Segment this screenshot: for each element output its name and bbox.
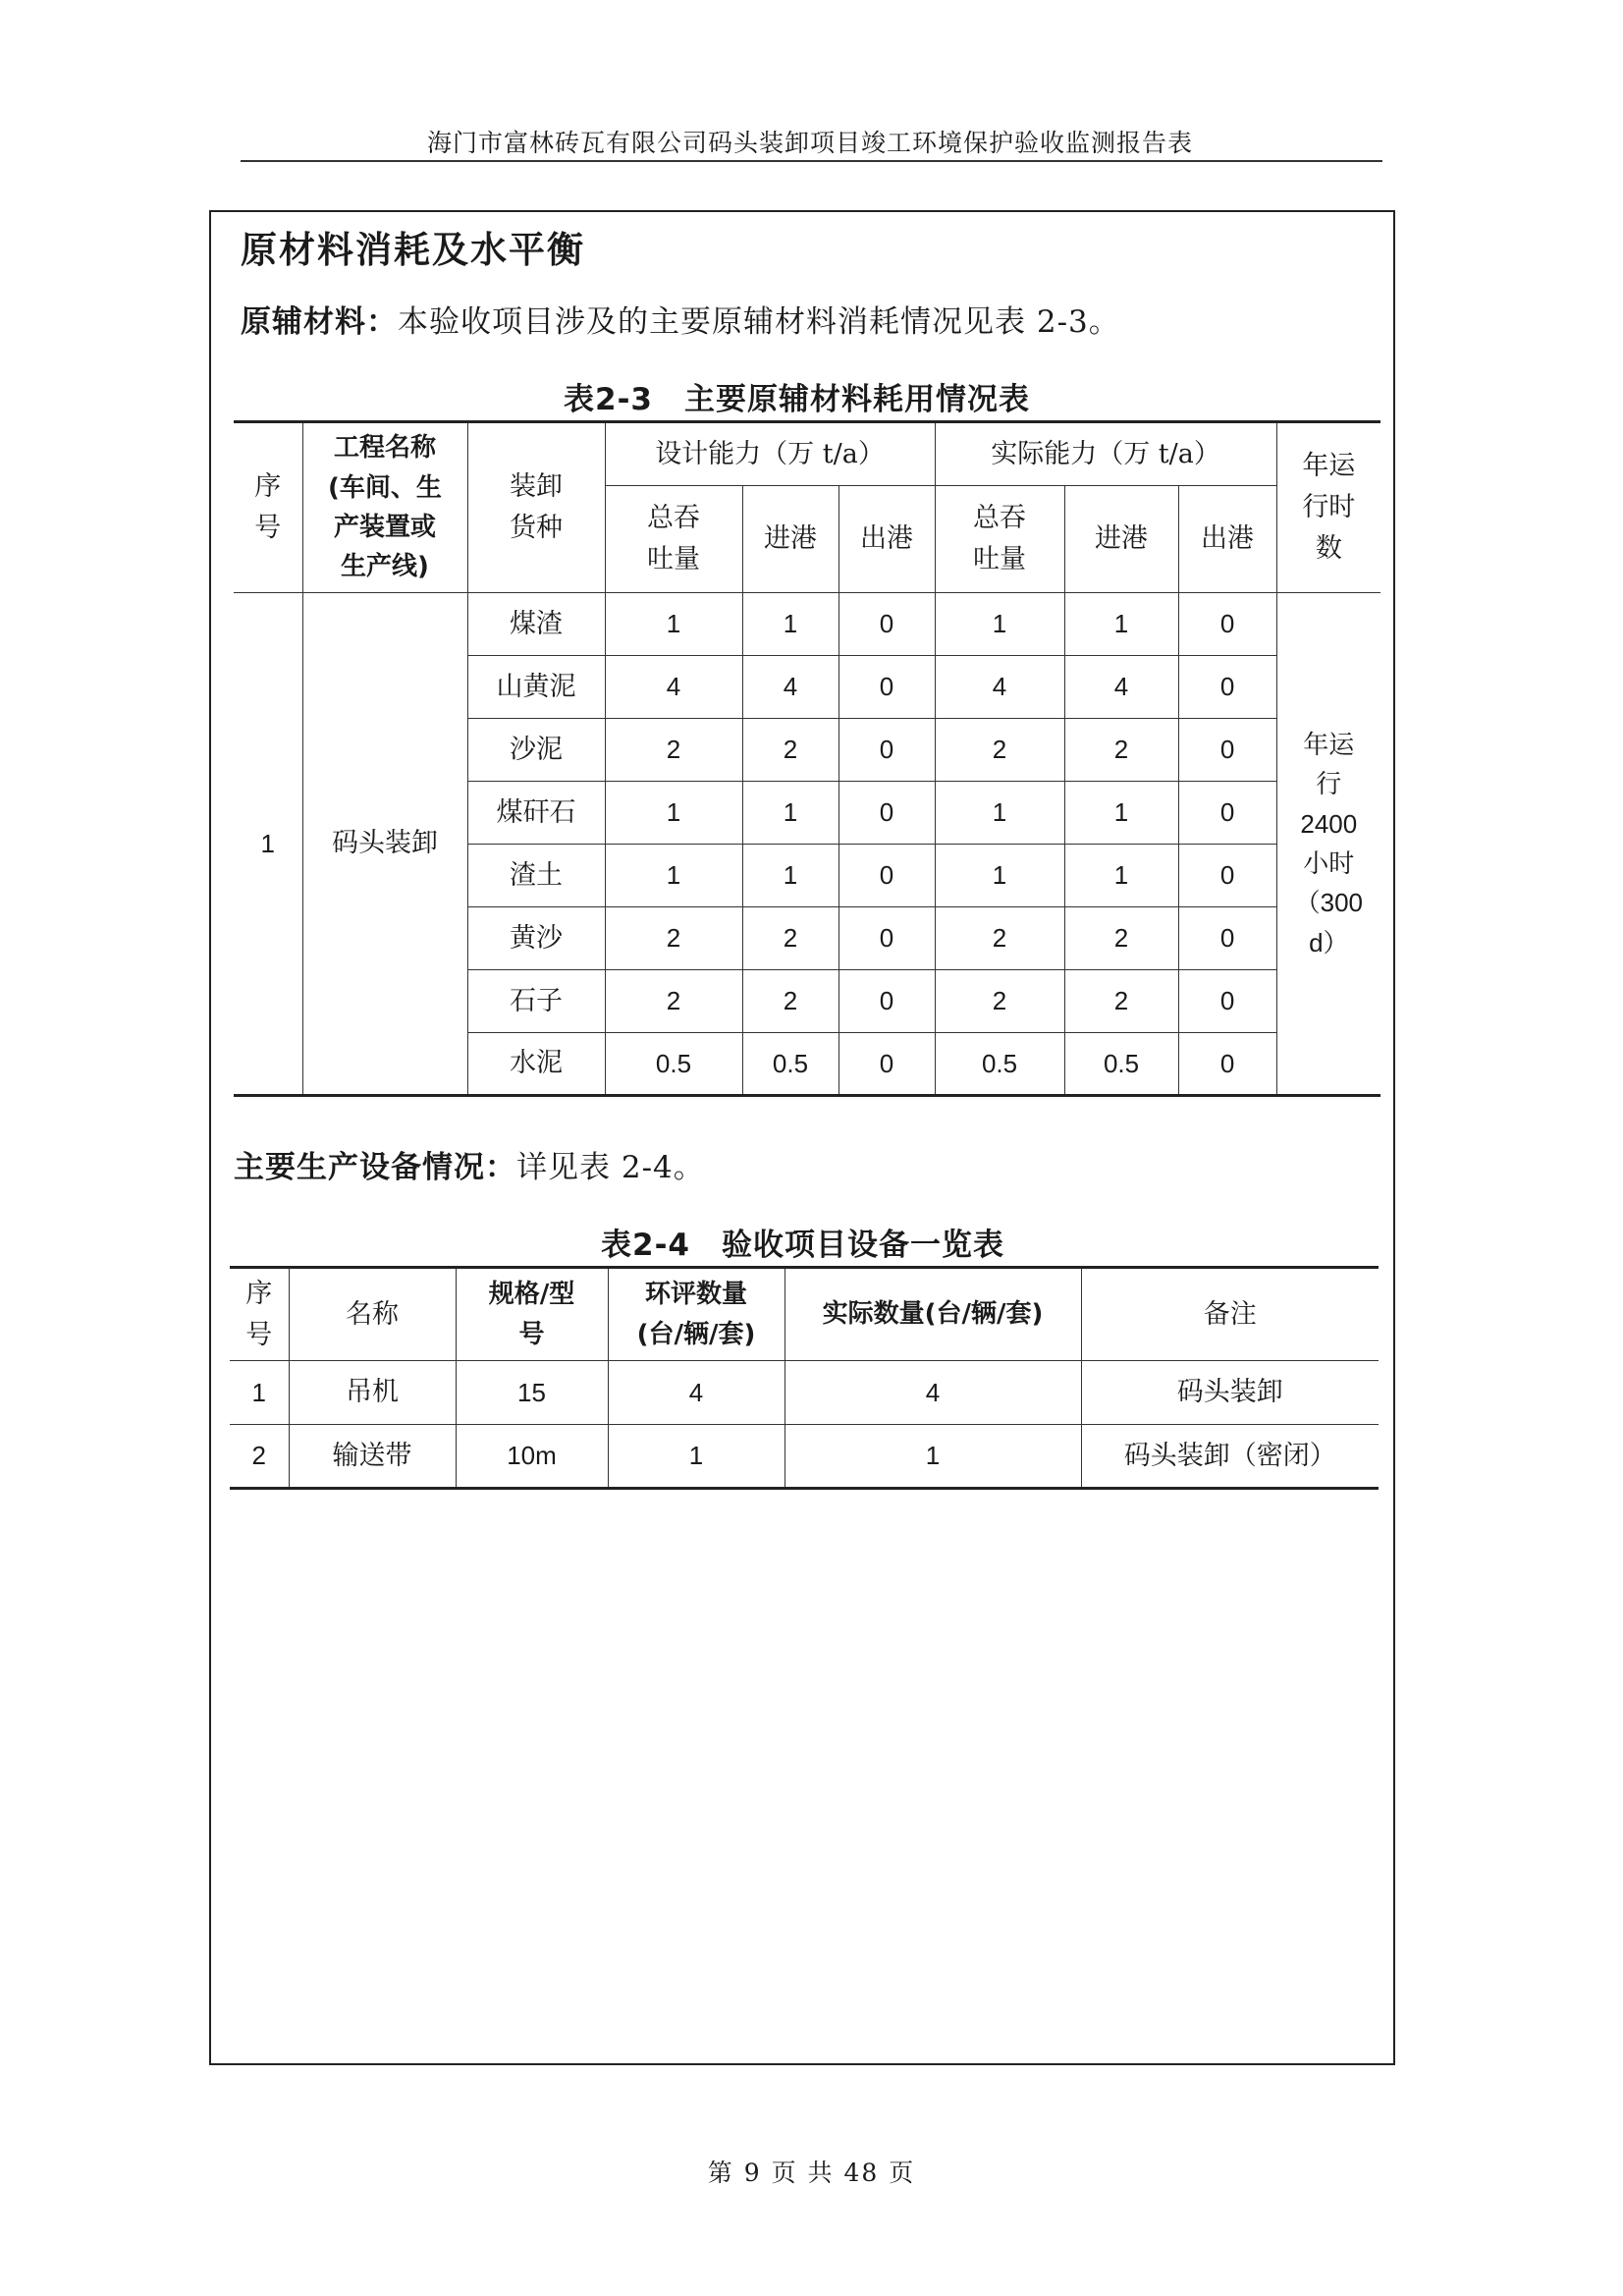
header-design-capacity: 设计能力（万 t/a） xyxy=(605,422,935,486)
actual-total-cell: 1 xyxy=(935,782,1064,845)
design-out-cell: 0 xyxy=(839,1033,935,1096)
design-in-cell: 2 xyxy=(742,970,839,1033)
raw-materials-text: 本验收项目涉及的主要原辅材料消耗情况见表 2-3。 xyxy=(398,304,1120,340)
design-in-cell: 2 xyxy=(742,907,839,970)
page-footer: 第 9 页 共 48 页 xyxy=(707,2159,916,2187)
actual-total-cell: 2 xyxy=(935,719,1064,782)
header-design-in: 进港 xyxy=(742,486,839,593)
equipment-text: 详见表 2-4。 xyxy=(516,1150,705,1185)
actual-out-cell: 0 xyxy=(1178,1033,1276,1096)
actual-in-cell: 1 xyxy=(1064,782,1178,845)
header-actual-total: 总吞 吐量 xyxy=(935,486,1064,593)
header-design-out: 出港 xyxy=(839,486,935,593)
table-2-4 xyxy=(230,1266,1379,1490)
design-out-cell: 0 xyxy=(839,907,935,970)
cargo-cell: 渣土 xyxy=(467,845,605,907)
actual-in-cell: 0.5 xyxy=(1064,1033,1178,1096)
table-row xyxy=(230,1425,1379,1489)
design-total-cell: 1 xyxy=(605,782,742,845)
name-cell: 输送带 xyxy=(289,1425,456,1489)
design-out-cell: 0 xyxy=(839,970,935,1033)
eia-qty-cell: 1 xyxy=(608,1425,784,1489)
actual-total-cell: 2 xyxy=(935,970,1064,1033)
equipment-label: 主要生产设备情况： xyxy=(234,1150,516,1185)
row-seq: 1 xyxy=(234,593,302,1096)
actual-total-cell: 4 xyxy=(935,656,1064,719)
cargo-cell: 沙泥 xyxy=(467,719,605,782)
table-2-3-caption: 表2-3 主要原辅材料耗用情况表 xyxy=(564,382,1031,417)
cargo-cell: 山黄泥 xyxy=(467,656,605,719)
actual-out-cell: 0 xyxy=(1178,656,1276,719)
design-total-cell: 2 xyxy=(605,970,742,1033)
raw-materials-label: 原辅材料： xyxy=(241,304,398,340)
name-cell: 吊机 xyxy=(289,1361,456,1425)
design-total-cell: 0.5 xyxy=(605,1033,742,1096)
header-annual-hours: 年运 行时 数 xyxy=(1276,422,1380,593)
header-rule xyxy=(241,160,1382,162)
design-in-cell: 1 xyxy=(742,845,839,907)
note-cell: 码头装卸（密闭） xyxy=(1081,1425,1379,1489)
actual-in-cell: 2 xyxy=(1064,907,1178,970)
actual-in-cell: 2 xyxy=(1064,970,1178,1033)
actual-total-cell: 1 xyxy=(935,593,1064,656)
design-out-cell: 0 xyxy=(839,593,935,656)
design-total-cell: 2 xyxy=(605,907,742,970)
row-project-name: 码头装卸 xyxy=(302,593,467,1096)
design-out-cell: 0 xyxy=(839,656,935,719)
actual-total-cell: 2 xyxy=(935,907,1064,970)
actual-out-cell: 0 xyxy=(1178,970,1276,1033)
actual-out-cell: 0 xyxy=(1178,593,1276,656)
equipment-paragraph xyxy=(234,1142,705,1186)
cargo-cell: 煤渣 xyxy=(467,593,605,656)
design-out-cell: 0 xyxy=(839,845,935,907)
table-row xyxy=(230,1361,1379,1425)
design-total-cell: 1 xyxy=(605,593,742,656)
design-in-cell: 2 xyxy=(742,719,839,782)
spec-cell: 15 xyxy=(456,1361,608,1425)
document-header: 海门市富林砖瓦有限公司码头装卸项目竣工环境保护验收监测报告表 xyxy=(426,129,1193,157)
cargo-cell: 水泥 xyxy=(467,1033,605,1096)
actual-out-cell: 0 xyxy=(1178,719,1276,782)
actual-in-cell: 4 xyxy=(1064,656,1178,719)
design-out-cell: 0 xyxy=(839,782,935,845)
design-in-cell: 1 xyxy=(742,782,839,845)
actual-out-cell: 0 xyxy=(1178,907,1276,970)
header-note: 备注 xyxy=(1081,1268,1379,1361)
design-total-cell: 1 xyxy=(605,845,742,907)
actual-out-cell: 0 xyxy=(1178,845,1276,907)
header-actual-in: 进港 xyxy=(1064,486,1178,593)
annual-hours-cell: 年运 行 2400 小时 （300 d） xyxy=(1276,593,1380,1096)
header-eia-qty: 环评数量 (台/辆/套) xyxy=(608,1268,784,1361)
seq-cell: 1 xyxy=(230,1361,289,1425)
seq-cell: 2 xyxy=(230,1425,289,1489)
cargo-cell: 煤矸石 xyxy=(467,782,605,845)
header-actual-capacity: 实际能力（万 t/a） xyxy=(935,422,1276,486)
spec-cell: 10m xyxy=(456,1425,608,1489)
header-seq: 序 号 xyxy=(234,422,302,593)
actual-in-cell: 1 xyxy=(1064,593,1178,656)
table-2-3 xyxy=(234,420,1380,1097)
design-total-cell: 2 xyxy=(605,719,742,782)
design-out-cell: 0 xyxy=(839,719,935,782)
design-in-cell: 4 xyxy=(742,656,839,719)
table-row xyxy=(234,593,1380,656)
header-spec: 规格/型 号 xyxy=(456,1268,608,1361)
actual-total-cell: 0.5 xyxy=(935,1033,1064,1096)
design-total-cell: 4 xyxy=(605,656,742,719)
header-actual-out: 出港 xyxy=(1178,486,1276,593)
raw-materials-paragraph xyxy=(241,297,1120,341)
header-project: 工程名称 (车间、生 产装置或 生产线) xyxy=(302,422,467,593)
actual-qty-cell: 4 xyxy=(784,1361,1081,1425)
header-seq: 序 号 xyxy=(230,1268,289,1361)
actual-qty-cell: 1 xyxy=(784,1425,1081,1489)
design-in-cell: 1 xyxy=(742,593,839,656)
actual-in-cell: 2 xyxy=(1064,719,1178,782)
cargo-cell: 黄沙 xyxy=(467,907,605,970)
design-in-cell: 0.5 xyxy=(742,1033,839,1096)
section-title: 原材料消耗及水平衡 xyxy=(241,229,585,271)
header-name: 名称 xyxy=(289,1268,456,1361)
note-cell: 码头装卸 xyxy=(1081,1361,1379,1425)
header-design-total: 总吞 吐量 xyxy=(605,486,742,593)
eia-qty-cell: 4 xyxy=(608,1361,784,1425)
header-cargo: 装卸 货种 xyxy=(467,422,605,593)
actual-total-cell: 1 xyxy=(935,845,1064,907)
table-2-4-caption: 表2-4 验收项目设备一览表 xyxy=(601,1228,1005,1263)
actual-in-cell: 1 xyxy=(1064,845,1178,907)
cargo-cell: 石子 xyxy=(467,970,605,1033)
header-actual-qty: 实际数量(台/辆/套) xyxy=(784,1268,1081,1361)
actual-out-cell: 0 xyxy=(1178,782,1276,845)
